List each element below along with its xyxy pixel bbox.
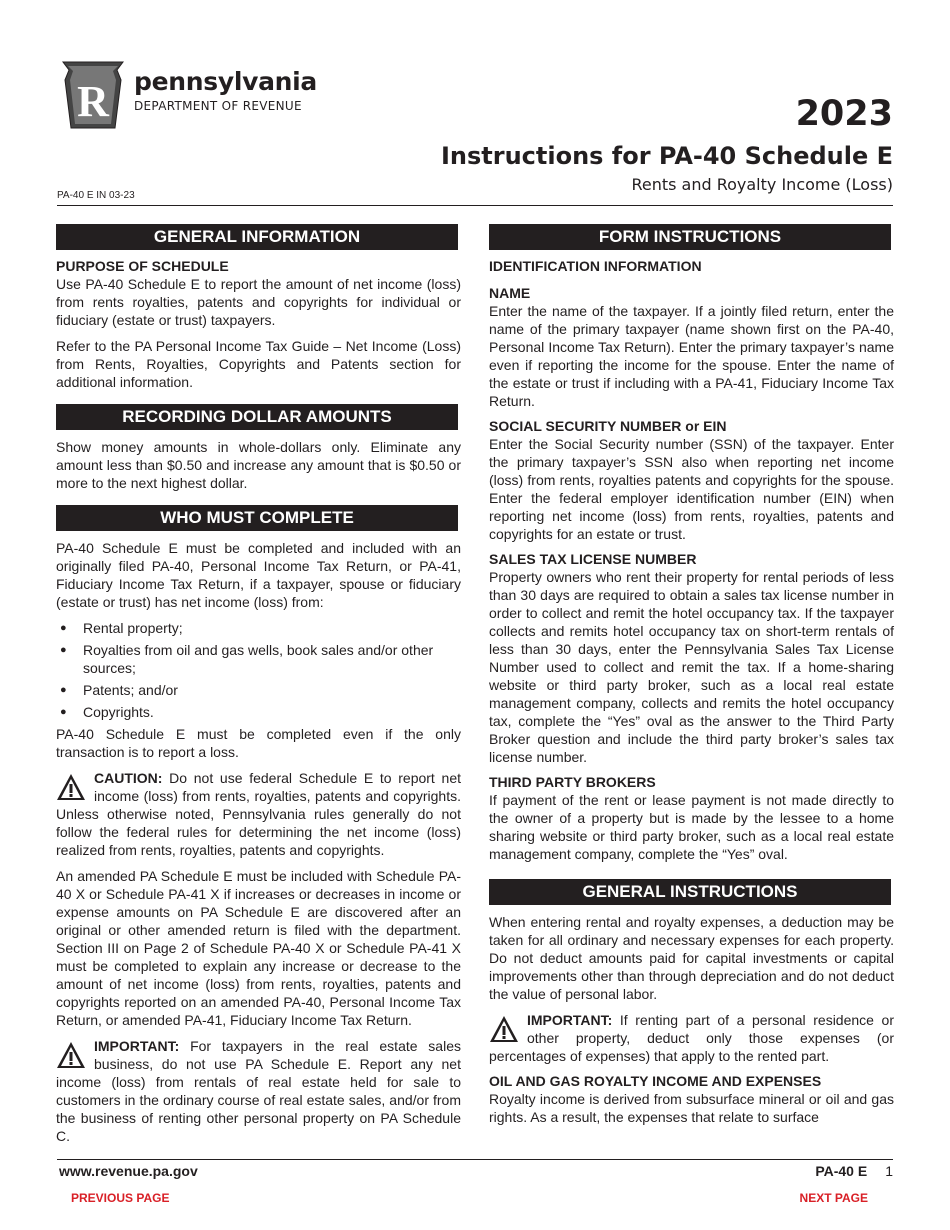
website-url: www.revenue.pa.gov	[59, 1163, 198, 1179]
list-item: ● Royalties from oil and gas wells, book sales and/or other sources;	[56, 641, 461, 677]
paragraph: Enter the Social Security number (SSN) of the taxpayer. Enter the primary taxpayer’s SSN also when reporting net income (loss) from rents, royalties patents and copyrights for the spouse. Enter the federal employer identification number (EIN) when reporting net income (loss) from rents, royalties, patents and copyrights for an estate or trust.	[489, 436, 894, 542]
warning-icon	[56, 1041, 86, 1071]
svg-text:R: R	[77, 77, 109, 126]
list-item: ● Copyrights.	[56, 703, 461, 721]
page-title: Instructions for PA-40 Schedule E	[440, 142, 893, 170]
paragraph: Refer to the PA Personal Income Tax Guide – Net Income (Loss) from Rents, Royalties, Copyrights and Patents section for additional information.	[56, 338, 461, 390]
list-item: ● Patents; and/or	[56, 681, 461, 699]
heading-oil-and-gas-royalty: OIL AND GAS ROYALTY INCOME AND EXPENSES	[489, 1073, 822, 1089]
left-column	[56, 224, 461, 1153]
section-bar-who-must-complete: WHO MUST COMPLETE	[56, 505, 458, 531]
paragraph: Use PA-40 Schedule E to report the amount of net income (loss) from rents royalties, patents and copyrights for individual or fiduciary (estate or trust) taxpayers.	[56, 276, 461, 328]
warning-icon	[56, 773, 86, 803]
heading-third-party-brokers: THIRD PARTY BROKERS	[489, 774, 656, 790]
state-name: pennsylvania	[134, 67, 317, 96]
page-subtitle: Rents and Royalty Income (Loss)	[631, 175, 893, 194]
page-number	[815, 1163, 893, 1180]
warning-icon	[489, 1015, 519, 1045]
footer-form-code: PA-40 E	[815, 1163, 868, 1179]
heading-identification-information: IDENTIFICATION INFORMATION	[489, 258, 702, 274]
next-page-link[interactable]: NEXT PAGE	[799, 1191, 868, 1205]
section-bar-general-information: GENERAL INFORMATION	[56, 224, 458, 250]
paragraph: Show money amounts in whole-dollars only. Eliminate any amount less than $0.50 and increase any amount that is $0.50 or more to the next highest dollar.	[56, 439, 461, 491]
heading-sales-tax-license-number: SALES TAX LICENSE NUMBER	[489, 551, 697, 567]
page-number-value: 1	[885, 1163, 893, 1179]
important-label: IMPORTANT:	[527, 1012, 613, 1028]
section-bar-general-instructions: GENERAL INSTRUCTIONS	[489, 879, 891, 905]
caution-text: Do not use federal Schedule E to report net income (loss) from rents, royalties, patents and copyrights. Unless otherwise noted, Pennsylvania rules generally do not follow the federal rules for determining the net income (loss) realized from rents, royalties, patents and copyrights.	[56, 770, 461, 858]
form-code: PA-40 E IN 03-23	[57, 190, 135, 201]
important-note	[489, 1011, 894, 1065]
footer-divider	[57, 1159, 893, 1160]
paragraph: When entering rental and royalty expenses, a deduction may be taken for all ordinary and necessary expenses for each property. Do not deduct amounts paid for capital investments or capital improvements other than through depreciation and do not deduct the value of personal labor.	[489, 914, 894, 1002]
section-bar-recording-dollar-amounts: RECORDING DOLLAR AMOUNTS	[56, 404, 458, 430]
important-note	[56, 1037, 461, 1145]
department-name: DEPARTMENT OF REVENUE	[134, 99, 302, 113]
heading-ssn-or-ein: SOCIAL SECURITY NUMBER or EIN	[489, 418, 727, 434]
heading-purpose-of-schedule: PURPOSE OF SCHEDULE	[56, 258, 229, 274]
paragraph: An amended PA Schedule E must be included with Schedule PA-40 X or Schedule PA-41 X if increases or decreases in income or expense amounts on PA Schedule E are discovered after an original or other amended return is filed with the department. Section III on Page 2 of Schedule PA-40 X or Schedule PA-41 X must be completed to explain any increase or decrease to the amount of net income (loss) from rents, royalties, patents and copyrights reported on an amended PA-40, Personal Income Tax Return, or amended PA-41, Fiduciary Income Tax Return.	[56, 868, 461, 1028]
previous-page-link[interactable]: PREVIOUS PAGE	[71, 1191, 170, 1205]
paragraph: Enter the name of the taxpayer. If a jointly filed return, enter the name of the primary taxpayer (name shown first on the PA-40, Personal Income Tax Return). Enter the primary taxpayer’s name even if reporting the income for the spouse. Enter the name of the estate or trust if including with a PA-41, Fiduciary Income Tax Return.	[489, 303, 894, 409]
important-text: If renting part of a personal residence or other property, deduct only those expenses (or percentages of expenses) that apply to the rented part.	[489, 1012, 894, 1064]
header-divider	[57, 205, 893, 206]
paragraph: Royalty income is derived from subsurface mineral or oil and gas rights. As a result, the expenses that relate to surface	[489, 1091, 894, 1125]
heading-name: NAME	[489, 285, 531, 301]
list-item: ● Rental property;	[56, 619, 461, 637]
keystone-logo-icon	[61, 60, 125, 130]
income-source-list	[56, 619, 461, 721]
important-text: For taxpayers in the real estate sales business, do not use PA Schedule E. Report any net income (loss) from rentals of real estate held for sale to customers in the ordinary course of real estate sales, and/or from the business of renting other personal property on PA Schedule C.	[56, 1038, 461, 1144]
caution-label: CAUTION:	[94, 770, 163, 786]
right-column	[489, 224, 894, 1134]
paragraph: PA-40 Schedule E must be completed and included with an originally filed PA-40, Personal Income Tax Return, or PA-41, Fiduciary Income Tax Return, if a taxpayer, spouse or fiduciary (estate or trust) has net income (loss) from:	[56, 540, 461, 610]
paragraph: If payment of the rent or lease payment is not made directly to the owner of a property but is made by the lessee to a home sharing website or third party broker, such as a local real estate management company, complete the “Yes” oval.	[489, 792, 894, 862]
pa-revenue-logo	[61, 60, 331, 130]
tax-year: 2023	[795, 94, 893, 134]
paragraph: Property owners who rent their property for rental periods of less than 30 days are required to obtain a sales tax license number in order to collect and remit the hotel occupancy tax. If the taxpayer collects and remits hotel occupancy tax on short-term rentals of less than 30 days, enter the Pennsylvania Sales Tax License Number used to collect and remit the tax. If a home-sharing website or third party broker, such as a local real estate management company, collects and remits the hotel occupancy tax, complete the “Yes” oval as the answer to the Third Party Broker question and include the third party broker’s sales tax license number.	[489, 569, 894, 765]
important-label: IMPORTANT:	[94, 1038, 180, 1054]
section-bar-form-instructions: FORM INSTRUCTIONS	[489, 224, 891, 250]
caution-note	[56, 769, 461, 859]
paragraph: PA-40 Schedule E must be completed even if the only transaction is to report a loss.	[56, 726, 461, 760]
